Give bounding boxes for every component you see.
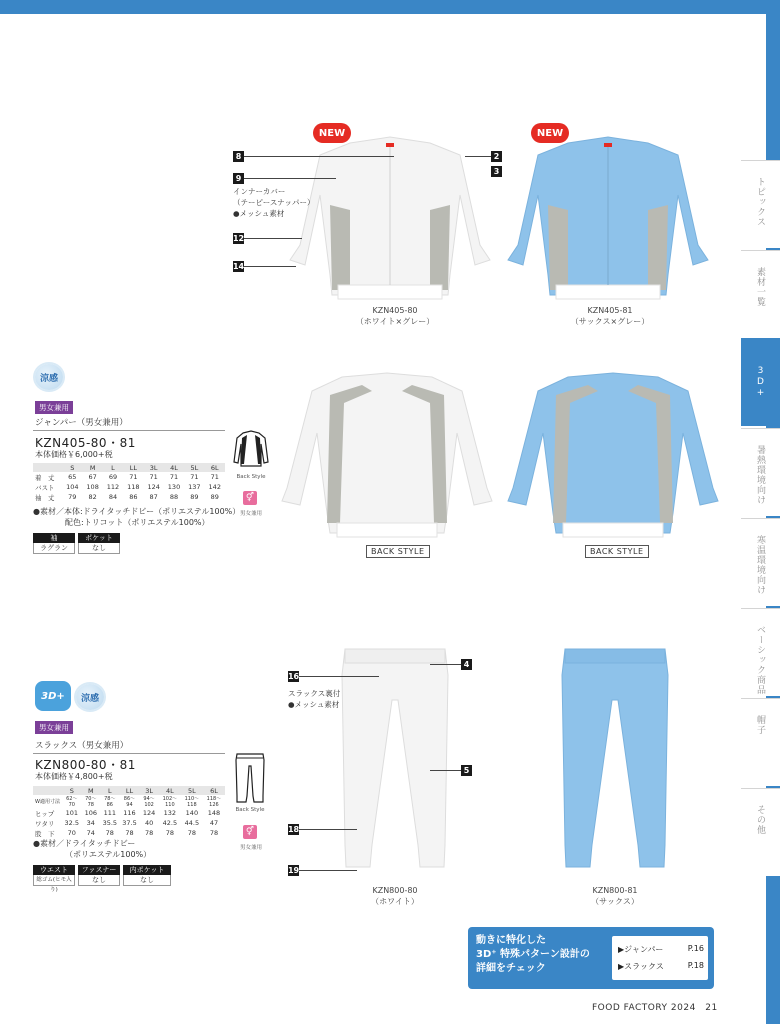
callout-leader: [244, 266, 296, 267]
jumper-white-caption: KZN405-80 （ホワイト×グレー）: [355, 306, 435, 326]
back-style-caption: Back Style: [235, 807, 265, 813]
callout-12: 12: [232, 234, 245, 243]
tab-caps[interactable]: 帽子: [741, 698, 780, 786]
product-price: 本体価格￥6,000+税: [35, 450, 113, 459]
promo-text: 動きに特化した 3D⁺ 特殊パターン設計の 詳細をチェック: [476, 935, 590, 974]
table-row: 着 丈 65 67 69 71 71 71 71 71: [35, 473, 219, 482]
callout-16: 16: [287, 672, 300, 681]
tab-heat-environment[interactable]: 暑熱環境向け: [741, 428, 780, 516]
slacks-lining-note: スラックス裏付 ●メッシュ素材: [288, 689, 341, 709]
callout-14: 14: [232, 262, 245, 271]
unisex-caption: 男女兼用: [239, 845, 262, 851]
divider: [33, 753, 225, 754]
cool-feel-badge: 涼感: [35, 364, 63, 390]
section-index-tabs: [741, 160, 780, 1020]
callout-8: 8: [233, 151, 244, 162]
product-name: スラックス（男女兼用）: [35, 741, 129, 751]
slacks-sax-image: [560, 645, 670, 875]
page-footer: FOOD FACTORY 2024 21: [592, 1003, 718, 1013]
table-row: 袖 丈 79 82 84 86 87 88 89 89: [35, 493, 219, 502]
promo-links-box: [612, 936, 708, 980]
callout-leader: [244, 178, 336, 179]
new-badge: NEW: [313, 123, 351, 143]
link-slacks-page[interactable]: ▶スラックス P.18: [618, 961, 704, 971]
back-style-label: BACK STYLE: [585, 545, 649, 558]
tab-others[interactable]: その他: [741, 788, 780, 876]
slacks-spec: ウエスト 総ゴム(ヒモ入り) ファスナー なし 内ポケット なし: [33, 865, 174, 886]
tab-topics[interactable]: トピックス: [741, 160, 780, 248]
callout-18: 18: [287, 825, 300, 834]
slacks-size-table: S M L LL 3L 4L 5L 6L W適用寸法 62〜70 70〜78 78〜86 86〜94 94〜102 102〜110 110〜118 118〜126 ヒップ 101 106 111 116 124 132 140 148 ワタリ 32.5 34 35.5 37.5 40 42.5 44.5 47 股 下 70 74 78 78 78 78 78 78: [33, 786, 225, 838]
back-style-label: BACK STYLE: [366, 545, 430, 558]
callout-leader: [299, 676, 379, 677]
slacks-material: ●素材／ドライタッチドビー （ポリエステル100%）: [33, 839, 152, 859]
unisex-tag: 男女兼用: [35, 401, 73, 414]
unisex-icon: ⚥: [243, 491, 257, 505]
table-row: 股 下 70 74 78 78 78 78 78 78: [35, 829, 219, 838]
jumper-spec: 袖 ラグラン ポケット なし: [33, 533, 123, 554]
callout-4: 4: [461, 659, 472, 670]
callout-leader: [430, 770, 461, 771]
slacks-sax-caption: KZN800-81 （サックス）: [591, 886, 639, 906]
product-code: KZN405-80・81: [35, 436, 136, 450]
table-row: バスト 104 108 112 118 124 130 137 142: [35, 483, 221, 492]
callout-leader: [244, 156, 394, 157]
jumper-material: ●素材／本体:ドライタッチドビー（ポリエステル100%） 配色:トリコット（ポリエステル100%）: [33, 507, 241, 527]
callout-leader: [299, 829, 357, 830]
tab-cold-environment[interactable]: 寒温環境向け: [741, 518, 780, 606]
callout-leader: [299, 870, 357, 871]
callout-2: 2: [491, 151, 502, 162]
divider: [33, 430, 225, 431]
jumper-sax-back-image: [508, 373, 718, 543]
jumper-sax-caption: KZN405-81 （サックス×グレー）: [570, 306, 650, 326]
product-code: KZN800-80・81: [35, 758, 136, 772]
inner-cover-note: インナーカバー （テーピースナッパー） ●メッシュ素材: [233, 187, 315, 218]
callout-leader: [465, 156, 491, 157]
tab-materials[interactable]: 素材一覧: [741, 250, 780, 338]
callout-leader: [244, 238, 302, 239]
link-jumper-page[interactable]: ▶ジャンパー P.16: [618, 944, 704, 954]
slacks-back-style-icon: [235, 752, 265, 804]
tab-3d-plus[interactable]: 3D+: [741, 338, 780, 426]
tab-basic-products[interactable]: ベーシック商品: [741, 608, 780, 696]
jumper-white-front-image: [290, 135, 490, 305]
table-row: ヒップ 101 106 111 116 124 132 140 148: [35, 809, 221, 818]
back-style-caption: Back Style: [236, 474, 266, 480]
slacks-white-caption: KZN800-80 （ホワイト）: [371, 886, 419, 906]
product-name: ジャンパー（男女兼用）: [35, 418, 128, 428]
unisex-icon: ⚥: [243, 825, 257, 839]
callout-leader: [430, 664, 461, 665]
callout-5: 5: [461, 765, 472, 776]
jumper-size-table: S M L LL 3L 4L 5L 6L 着 丈 65 67 69 71 71 71 71 71 バスト 104 108 112 118 124 130 137 142 袖 丈 79 82 84 86 87 88 89 89: [33, 463, 225, 502]
table-row: W適用寸法 62〜70 70〜78 78〜86 86〜94 94〜102 102〜110 110〜118 118〜126: [35, 796, 222, 808]
cool-feel-badge: 涼感: [76, 684, 104, 710]
callout-19: 19: [287, 866, 300, 875]
top-accent-bar: [0, 0, 780, 14]
3d-plus-badge: 3D+: [35, 681, 71, 711]
unisex-caption: 男女兼用: [239, 511, 262, 517]
callout-9: 9: [233, 173, 244, 184]
new-badge: NEW: [531, 123, 569, 143]
jumper-sax-front-image: [508, 135, 708, 305]
product-price: 本体価格￥4,800+税: [35, 772, 113, 781]
unisex-tag: 男女兼用: [35, 721, 73, 734]
table-row: ワタリ 32.5 34 35.5 37.5 40 42.5 44.5 47: [35, 819, 219, 828]
jumper-white-back-image: [282, 373, 492, 543]
callout-3: 3: [491, 166, 502, 177]
jumper-back-style-icon: [233, 430, 269, 470]
slacks-white-image: [340, 645, 450, 875]
